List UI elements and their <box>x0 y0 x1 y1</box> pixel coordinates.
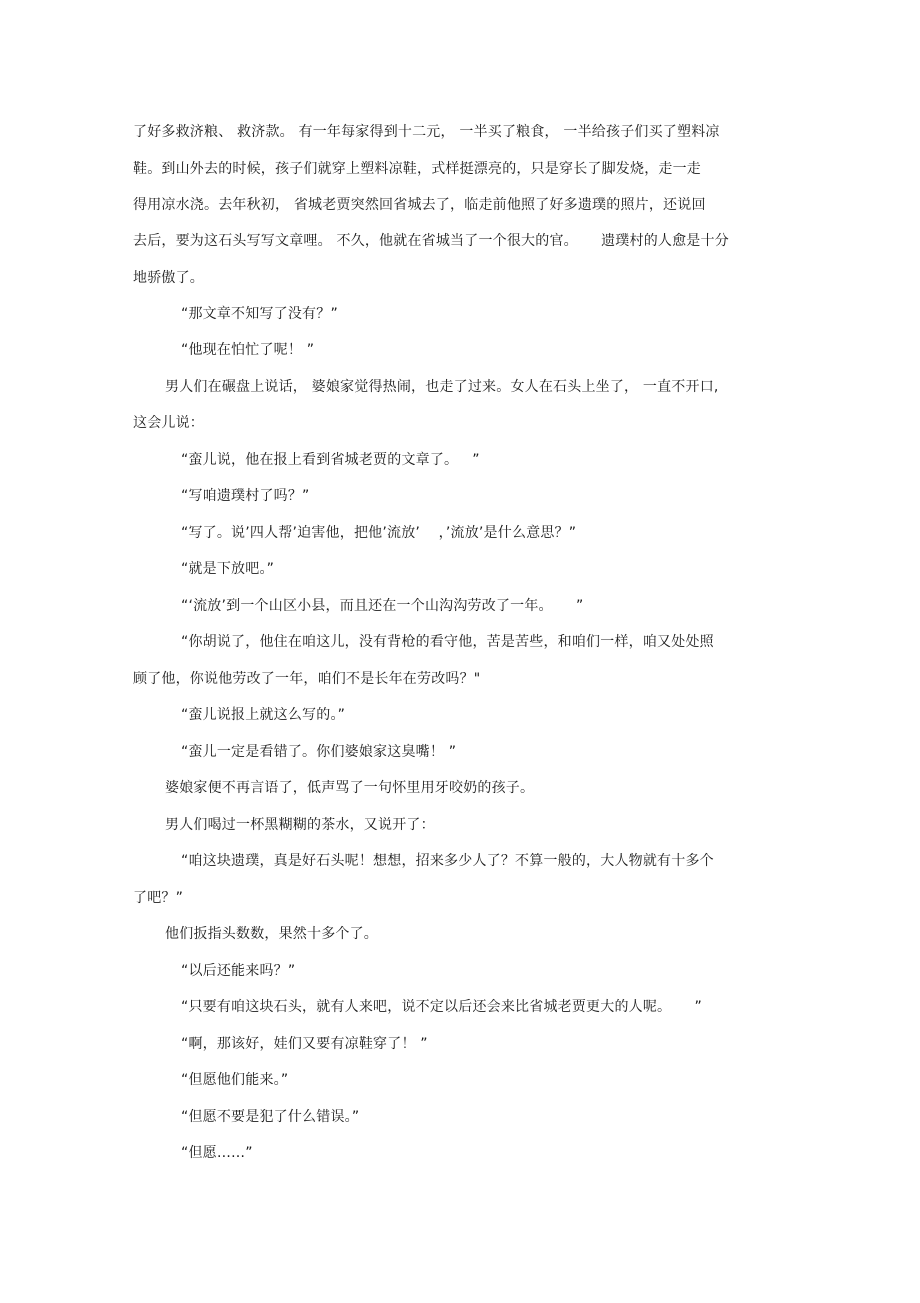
text-line: 鞋。到山外去的时候，孩子们就穿上塑料凉鞋，式样挺漂亮的，只是穿长了脚发烧，走一走 <box>133 161 701 177</box>
dialogue-line: “那文章不知写了没有？” <box>181 306 338 322</box>
dialogue-line: “写了。说’四人帮’迫害他，把他’流放’ ，’流放’是什么意思？” <box>181 525 577 541</box>
text-line: 婆娘家便不再言语了，低声骂了一句怀里用牙咬奶的孩子。 <box>165 780 535 796</box>
dialogue-line: “但愿不要是犯了什么错误。” <box>181 1109 360 1125</box>
dialogue-line: “蛮儿说，他在报上看到省城老贾的文章了。 ” <box>181 452 480 468</box>
dialogue-line: “以后还能来吗？” <box>181 963 296 979</box>
dialogue-line: “啊，那该好，娃们又要有凉鞋穿了！ ” <box>181 1036 428 1052</box>
dialogue-line: “你胡说了，他住在咱这儿，没有背枪的看守他，苦是苦些，和咱们一样，咱又处处照 <box>181 634 714 650</box>
text-line: 得用凉水浇。去年秋初， 省城老贾突然回省城去了，临走前他照了好多遗璞的照片，还说回 <box>133 197 706 213</box>
dialogue-line: “‘流放’到一个山区小县，而且还在一个山沟沟劳改了一年。 ” <box>181 598 584 614</box>
dialogue-line: “就是下放吧。” <box>181 561 275 577</box>
dialogue-line: “只要有咱这块石头，就有人来吧，说不定以后还会来比省城老贾更大的人呢。 ” <box>181 999 702 1015</box>
dialogue-line: “他现在怕忙了呢！ ” <box>181 342 315 358</box>
dialogue-line: “蛮儿一定是看错了。你们婆娘家这臭嘴！ ” <box>181 744 457 760</box>
dialogue-line: “但愿……” <box>181 1145 253 1161</box>
dialogue-line: “写咱遗璞村了吗？” <box>181 488 310 504</box>
text-line: 了好多救济粮、 救济款。 有一年每家得到十二元， 一半买了粮食， 一半给孩子们买了塑料凉 <box>133 124 720 140</box>
text-line: 男人们在碾盘上说话， 婆娘家觉得热闹，也走了过来。女人在石头上坐了， 一直不开口, <box>165 379 719 395</box>
text-line: 他们扳指头数数，果然十多个了。 <box>165 926 378 942</box>
dialogue-line: “蛮儿说报上就这么写的。” <box>181 707 346 723</box>
text-line: 男人们喝过一杯黑糊糊的茶水，又说开了： <box>165 817 435 833</box>
dialogue-line: “咱这块遗璞，真是好石头呢！想想，招来多少人了？不算一般的，大人物就有十多个 <box>181 853 714 869</box>
text-line: 去后，要为这石头写写文章哩。 不久，他就在省城当了一个很大的官。 遗璞村的人愈是十分 <box>133 233 729 249</box>
text-line: 地骄傲了。 <box>133 270 204 286</box>
text-line: 了吧？” <box>133 890 184 906</box>
dialogue-line: “但愿他们能来。” <box>181 1072 289 1088</box>
text-line: 顾了他，你说他劳改了一年，咱们不是长年在劳改吗？" <box>133 671 481 687</box>
text-line: 这会儿说： <box>133 415 204 431</box>
